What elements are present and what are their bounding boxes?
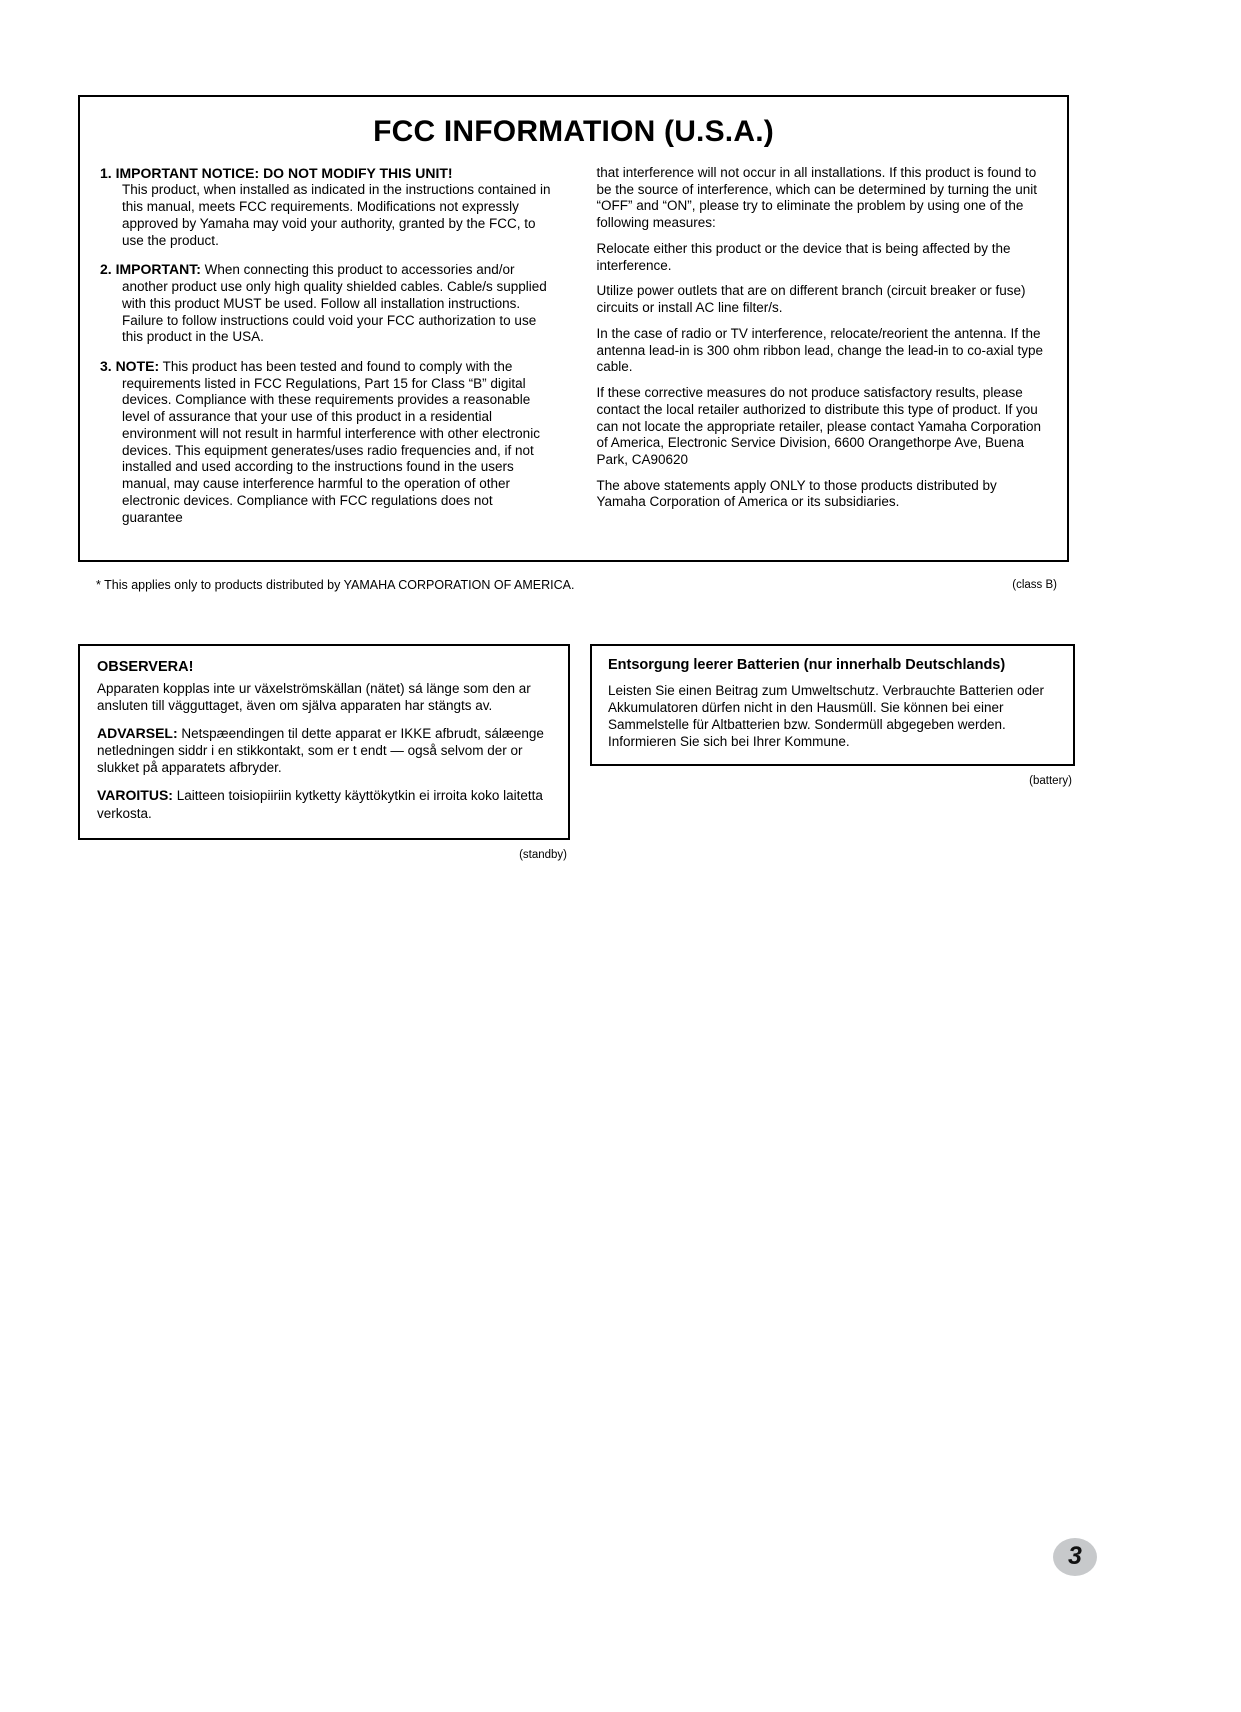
fcc-columns [100,165,1047,538]
footnote-text: * This applies only to products distributed by YAMAHA CORPORATION OF AMERICA. [96,578,575,593]
fcc-item-1-label: 1. IMPORTANT NOTICE: DO NOT MODIFY THIS UNIT! [100,165,453,181]
advarsel-body: Netspæendingen til dette apparat er IKKE afbrudt, sálæenge netledningen siddr i en stikkontakt, som er t endt — også selvom der or slukket på apparatets afbryder. [97,725,544,776]
advarsel-label: ADVARSEL: [97,724,178,741]
fcc-right-paragraph: In the case of radio or TV interference, relocate/reorient the antenna. If the antenna lead-in is 300 ohm ribbon lead, change the lead-in to co-axial type cable. [596,325,1044,375]
observera-column [78,644,570,861]
fcc-right-paragraph: If these corrective measures do not produce satisfactory results, please contact the local retailer authorized to distribute this type of product. If you can not locate the appropriate retailer, please contact Yamaha Corporation of America, Electronic Service Division, 6600 Orangethorpe Ave, Buena Park, CA90620 [596,385,1042,468]
battery-heading: Entsorgung leerer Batterien (nur innerhalb Deutschlands) [608,657,1006,674]
footnote-row [96,578,1057,592]
battery-column [590,644,1075,786]
battery-tag: (battery) [1029,774,1072,787]
page-number-badge [1053,1538,1097,1576]
fcc-right-paragraph: that interference will not occur in all installations. If this product is found to be the source of interference, which can be determined by turning the unit “OFF” and “ON”, please try to eliminate the problem by using one of the following measures: [596,165,1038,231]
fcc-item-3-body: This product has been tested and found to comply with the requirements listed in FCC Regulations, Part 15 for Class “B” digital devices. Compliance with these requirements provides a reasonable level of assurance that your use of this product in a residential environment will not result in harmful interference with other electronic devices. This equipment generates/uses radio frequencies and, if not installed and used according to the instructions found in the users manual, may cause interference harmful to the operation of other electronic devices. Compliance with FCC regulations does not guarantee [122,358,540,525]
page-content [78,95,1075,861]
class-b-tag: (class B) [1012,579,1057,592]
fcc-item-1-body: This product, when installed as indicated in the instructions contained in this manual, meets FCC requirements. Modifications not expressly approved by Yamaha may void your authority, granted by the FCC, to use the product. [122,182,551,248]
fcc-right-paragraph: Utilize power outlets that are on different branch (circuit breaker or fuse) circuits or install AC line filter/s. [596,283,1026,316]
fcc-right-column [597,165,1048,538]
fcc-item-3-label: 3. NOTE: [100,357,160,374]
page-number: 3 [1068,1541,1082,1570]
observera-heading: OBSERVERA! [97,659,194,676]
fcc-right-paragraph: The above statements apply ONLY to those products distributed by Yamaha Corporation of America or its subsidiaries. [596,477,997,510]
standby-tag: (standby) [519,848,567,861]
fcc-left-column [100,165,551,538]
observera-body: Apparaten kopplas inte ur växelströmskällan (nätet) sá länge som den ar ansluten till vägguttaget, även om själva apparaten har stängts av. [97,680,531,713]
advarsel-paragraph [97,725,551,777]
fcc-information-box [78,95,1069,562]
fcc-item-1 [100,165,551,249]
fcc-right-paragraph: Relocate either this product or the device that is being affected by the interference. [596,240,1011,273]
fcc-item-2-label: 2. IMPORTANT: [100,261,201,278]
observera-box [78,644,570,840]
battery-body: Leisten Sie einen Beitrag zum Umweltschutz. Verbrauchte Batterien oder Akkumulatoren dürfen nicht in den Hausmüll. Sie können bei einer Sammelstelle für Altbatterien bzw. Sondermüll abgegeben werden. Informieren Sie sich bei Ihrer Kommune. [608,682,1044,749]
fcc-item-2 [100,261,551,346]
fcc-item-3 [100,358,551,526]
notice-boxes-row [78,644,1075,861]
battery-box [590,644,1075,765]
fcc-title: FCC INFORMATION (U.S.A.) [373,115,774,148]
fcc-item-2-body: When connecting this product to accessories and/or another product use only high quality shielded cables. Cable/s supplied with this product MUST be used. Follow all installation instructions. Failure to follow instructions could void your FCC authorization to use this product in the USA. [122,262,547,345]
varoitus-body: Laitteen toisiopiiriin kytketty käyttökytkin ei irroita koko laitetta verkosta. [97,788,543,821]
varoitus-paragraph [97,787,551,822]
varoitus-label: VAROITUS: [97,787,173,804]
